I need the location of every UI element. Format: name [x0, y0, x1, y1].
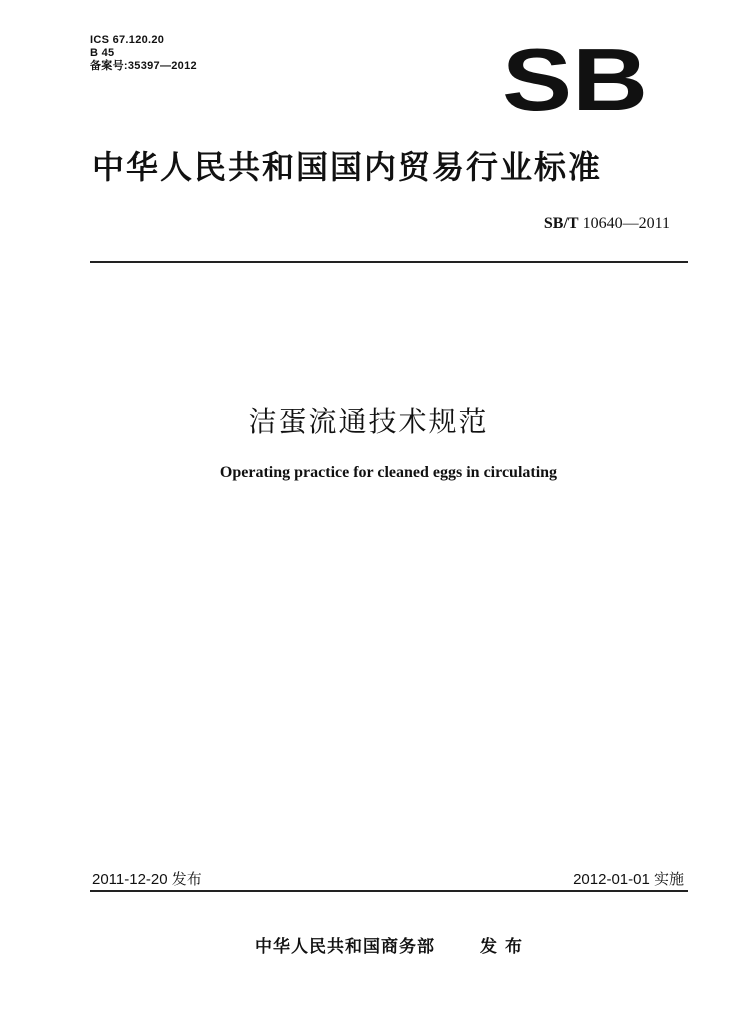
title-english: Operating practice for cleaned eggs in circulating: [219, 464, 558, 481]
issuer-name: 中华人民共和国商务部: [255, 937, 435, 957]
effective-date: 2012-01-01 实施: [573, 871, 684, 888]
ccs-code: B 45: [90, 47, 115, 59]
sb-logo-text: SB: [502, 44, 648, 116]
sb-logo-graphic: [500, 44, 650, 116]
classification-block: [90, 34, 197, 73]
record-number: 备案号:35397—2012: [90, 60, 197, 72]
sb-logo: [500, 44, 650, 116]
top-divider: [90, 261, 688, 263]
ics-code: ICS 67.120.20: [90, 34, 165, 46]
standard-code-prefix: SB/T: [543, 215, 579, 232]
standard-code-number: 10640—2011: [582, 215, 670, 232]
issuer-action: 发布: [480, 937, 530, 957]
issuing-category-title: 中华人民共和国国内贸易行业标准: [92, 148, 603, 186]
bottom-divider: [90, 890, 688, 892]
standard-code: [544, 215, 670, 233]
issue-date: 2011-12-20 发布: [92, 871, 202, 888]
title-chinese: 洁蛋流通技术规范: [248, 405, 489, 438]
